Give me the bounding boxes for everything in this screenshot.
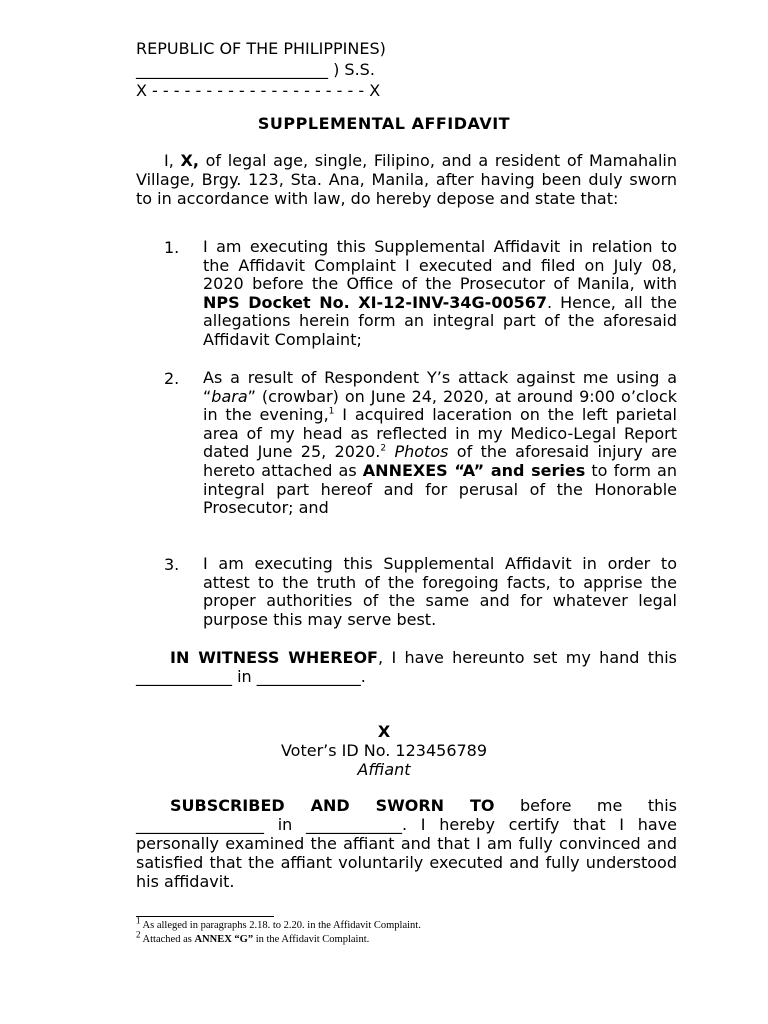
- witness-heading: IN WITNESS WHEREOF: [170, 648, 378, 667]
- caption-divider: X - - - - - - - - - - - - - - - - - - - - X: [136, 81, 381, 100]
- jurat-paragraph: SUBSCRIBED AND SWORN TO before me this ________________ in ____________. I hereby certify that I have personally examined the affiant and that I am fully convinced and satisfied that the affiant voluntarily executed and fully understood his affidavit.: [136, 796, 678, 891]
- case-caption: [136, 38, 386, 101]
- docket-number: NPS Docket No. XI-12-INV-34G-00567: [203, 292, 547, 312]
- caption-venue-line: ________________________ ) S.S.: [136, 60, 375, 79]
- annex-reference: ANNEXES “A” and series: [362, 460, 586, 480]
- footnote-1: $^1$ As alleged in paragraphs 2.18. to 2.20. in the Affidavit Complaint.: [136, 915, 421, 931]
- item-number-1: 1.: [164, 238, 180, 257]
- caption-republic: REPUBLIC OF THE PHILIPPINES): [136, 39, 386, 58]
- footnote-ref-2: 2: [380, 444, 387, 455]
- jurat-heading: SUBSCRIBED AND SWORN TO: [170, 796, 495, 815]
- item-number-3: 3.: [164, 555, 180, 574]
- voter-id: Voter’s ID No. 123456789: [280, 741, 488, 760]
- footnote-divider: [136, 916, 274, 917]
- document-title: SUPPLEMENTAL AFFIDAVIT: [257, 114, 511, 133]
- footnote-ref-1: 1: [328, 406, 335, 417]
- footnote-2: $^2$ Attached as ANNEX “G” in the Affidavit Complaint.: [136, 929, 370, 945]
- intro-paragraph: I, X, of legal age, single, Filipino, and a resident of Mamahalin Village, Brgy. 123, Sta. Ana, Manila, after having been duly sworn to in accordance with law, do hereby depose and state that:: [136, 151, 677, 208]
- affiant-name-inline: X,: [180, 151, 199, 170]
- item-number-2: 2.: [164, 369, 180, 388]
- item-3-text: I am executing this Supplemental Affidavit in order to attest to the truth of the foregoing facts, to apprise the proper authorities of the same and for whatever legal purpose this may serve best.: [203, 554, 677, 629]
- footnotes: [136, 915, 421, 947]
- photos-term: Photos: [394, 442, 449, 462]
- witness-clause: IN WITNESS WHEREOF, I have hereunto set my hand this ____________ in _____________.: [136, 648, 677, 686]
- affiant-label: Affiant: [357, 760, 411, 779]
- item-2-text: As a result of Respondent Y’s attack against me using a “bara” (crowbar) on June 24, 2020, at around 9:00 o’clock in the evening,$^1$ I acquired laceration on the left parietal area of my head as reflected in my Medico-Legal Report dated June 25, 2020.$^2$ Photos of the aforesaid injury are hereto attached as ANNEXES “A” and series to form an integral part hereof and for perusal of the Honorable Prosecutor; and: [203, 368, 678, 518]
- signatory-name: X: [377, 722, 391, 741]
- item-1-text: I am executing this Supplemental Affidavit in relation to the Affidavit Complaint I executed and filed on July 08, 2020 before the Office of the Prosecutor of Manila, with NPS Docket No. XI-12-INV-34G-00567. Hence, all the allegations herein form an integral part of the aforesaid Affidavit Complaint;: [203, 237, 677, 349]
- bara-term: bara: [211, 386, 248, 406]
